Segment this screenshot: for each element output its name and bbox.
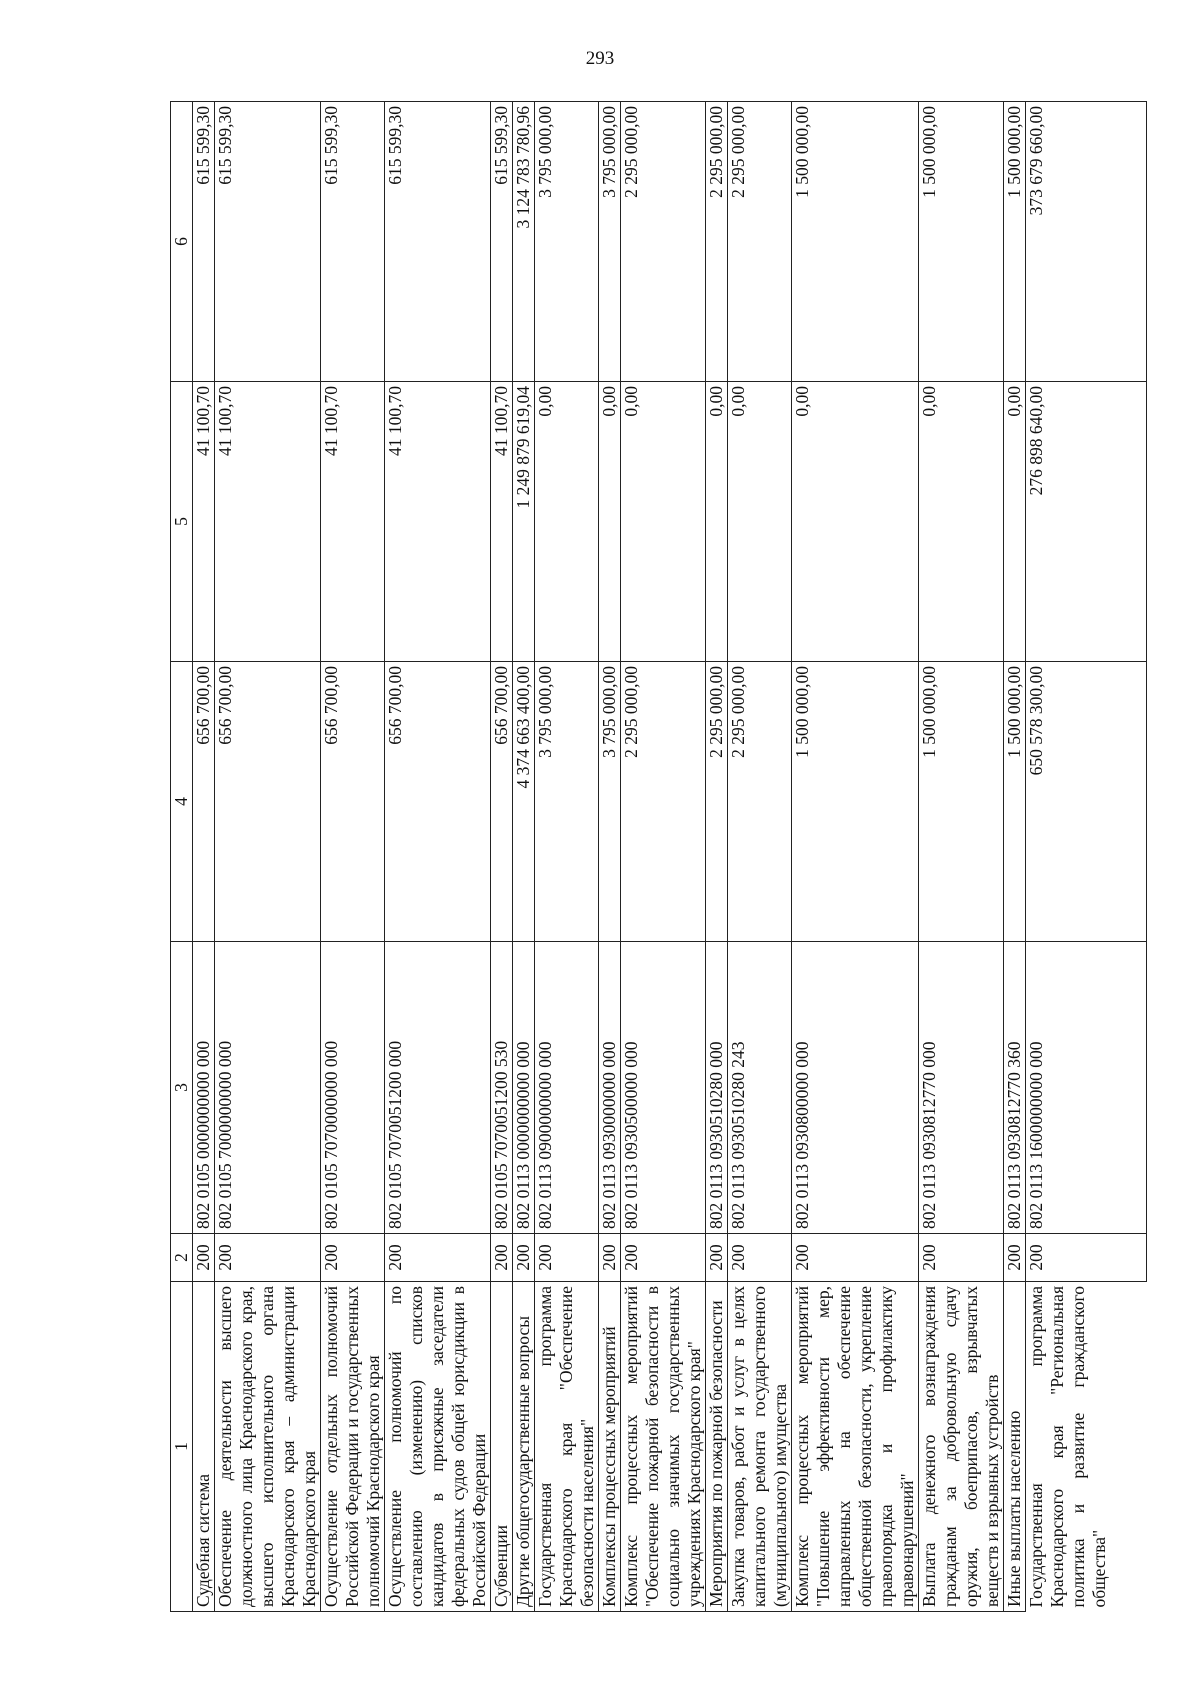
row-amount-change: 0,00 (728, 382, 792, 662)
row-classification-code: 802 0113 1600000000 000 (1026, 942, 1147, 1234)
row-name: Обеспечение деятельности высшего должностного лица Краснодарского края, высшего исполнительного органа Краснодарского края – администрации Краснодарского края (215, 1282, 321, 1612)
table-row (706, 102, 728, 1612)
row-name: Осуществление полномочий по составлению (изменению) списков кандидатов в присяжные заседатели федеральных судов общей юрисдикции в Российской Федерации (385, 1282, 491, 1612)
rotated-table-container (170, 102, 1109, 1612)
row-name: Иные выплаты населению (1004, 1282, 1026, 1612)
row-code: 200 (706, 1234, 728, 1282)
row-amount-approved: 650 578 300,00 (1026, 662, 1147, 942)
row-amount-change: 0,00 (706, 382, 728, 662)
row-amount-result: 615 599,30 (215, 102, 321, 382)
row-amount-approved: 4 374 663 400,00 (513, 662, 535, 942)
row-amount-result: 3 124 783 780,96 (513, 102, 535, 382)
row-amount-change: 0,00 (599, 382, 621, 662)
row-name: Субвенции (491, 1282, 513, 1612)
row-amount-approved: 1 500 000,00 (792, 662, 919, 942)
row-amount-result: 3 795 000,00 (599, 102, 621, 382)
table-row (193, 102, 215, 1612)
row-amount-result: 615 599,30 (491, 102, 513, 382)
table-row (1004, 102, 1026, 1612)
row-classification-code: 802 0105 7000000000 000 (215, 942, 321, 1234)
table-row (919, 102, 1004, 1612)
row-amount-change: 0,00 (621, 382, 706, 662)
row-amount-change: 41 100,70 (491, 382, 513, 662)
row-code: 200 (385, 1234, 491, 1282)
row-amount-change: 0,00 (535, 382, 599, 662)
row-code: 200 (1026, 1234, 1147, 1282)
budget-table (170, 101, 1147, 1612)
row-amount-result: 2 295 000,00 (706, 102, 728, 382)
table-row (599, 102, 621, 1612)
table-row (491, 102, 513, 1612)
header-col-2: 2 (171, 1234, 193, 1282)
row-amount-approved: 2 295 000,00 (706, 662, 728, 942)
table-body (193, 102, 1147, 1612)
row-name: Судебная система (193, 1282, 215, 1612)
table-row (1026, 102, 1147, 1612)
row-name: Другие общегосударственные вопросы (513, 1282, 535, 1612)
row-classification-code: 802 0113 0930500000 000 (621, 942, 706, 1234)
table-header (171, 102, 193, 1612)
table-row (513, 102, 535, 1612)
row-classification-code: 802 0105 7070051200 530 (491, 942, 513, 1234)
row-classification-code: 802 0113 0930510280 243 (728, 942, 792, 1234)
row-amount-result: 1 500 000,00 (919, 102, 1004, 382)
row-code: 200 (321, 1234, 385, 1282)
header-col-3: 3 (171, 942, 193, 1234)
header-col-6: 6 (171, 102, 193, 382)
table-row (385, 102, 491, 1612)
row-name: Государственная программа Краснодарского края "Региональная политика и развитие гражданского общества" (1026, 1282, 1147, 1612)
row-code: 200 (728, 1234, 792, 1282)
row-classification-code: 802 0105 7070051200 000 (385, 942, 491, 1234)
row-amount-approved: 2 295 000,00 (621, 662, 706, 942)
row-code: 200 (1004, 1234, 1026, 1282)
table-row (792, 102, 919, 1612)
table-row (215, 102, 321, 1612)
row-name: Комплекс процессных мероприятий "Обеспечение пожарной безопасности в социально значимых государственных учреждениях Краснодарского края" (621, 1282, 706, 1612)
header-col-1: 1 (171, 1282, 193, 1612)
row-amount-result: 615 599,30 (193, 102, 215, 382)
table-row (321, 102, 385, 1612)
row-name: Закупка товаров, работ и услуг в целях капитального ремонта государственного (муниципального) имущества (728, 1282, 792, 1612)
row-classification-code: 802 0105 0000000000 000 (193, 942, 215, 1234)
row-classification-code: 802 0113 0930812770 360 (1004, 942, 1026, 1234)
row-amount-approved: 656 700,00 (321, 662, 385, 942)
row-amount-result: 1 500 000,00 (1004, 102, 1026, 382)
row-classification-code: 802 0113 0000000000 000 (513, 942, 535, 1234)
row-code: 200 (535, 1234, 599, 1282)
rotated-table-area (170, 102, 1109, 1612)
row-code: 200 (491, 1234, 513, 1282)
row-amount-result: 2 295 000,00 (728, 102, 792, 382)
row-name: Мероприятия по пожарной безопасности (706, 1282, 728, 1612)
row-code: 200 (599, 1234, 621, 1282)
row-code: 200 (193, 1234, 215, 1282)
row-code: 200 (215, 1234, 321, 1282)
row-amount-approved: 3 795 000,00 (599, 662, 621, 942)
row-classification-code: 802 0113 0930800000 000 (792, 942, 919, 1234)
table-row (535, 102, 599, 1612)
row-code: 200 (513, 1234, 535, 1282)
row-amount-result: 615 599,30 (321, 102, 385, 382)
header-row (171, 102, 193, 1612)
row-name: Государственная программа Краснодарского края "Обеспечение безопасности населения" (535, 1282, 599, 1612)
row-amount-result: 1 500 000,00 (792, 102, 919, 382)
row-amount-approved: 2 295 000,00 (728, 662, 792, 942)
row-name: Выплата денежного вознаграждения гражданам за добровольную сдачу оружия, боеприпасов, взрывчатых веществ и взрывных устройств (919, 1282, 1004, 1612)
row-classification-code: 802 0113 0930000000 000 (599, 942, 621, 1234)
row-amount-change: 41 100,70 (321, 382, 385, 662)
row-code: 200 (792, 1234, 919, 1282)
row-amount-result: 615 599,30 (385, 102, 491, 382)
row-amount-change: 41 100,70 (215, 382, 321, 662)
row-code: 200 (621, 1234, 706, 1282)
row-amount-approved: 656 700,00 (385, 662, 491, 942)
row-name: Комплексы процессных мероприятий (599, 1282, 621, 1612)
row-amount-approved: 3 795 000,00 (535, 662, 599, 942)
header-col-4: 4 (171, 662, 193, 942)
page-number: 293 (585, 48, 615, 69)
row-amount-change: 41 100,70 (193, 382, 215, 662)
row-amount-change: 0,00 (792, 382, 919, 662)
row-amount-change: 0,00 (1004, 382, 1026, 662)
row-amount-change: 41 100,70 (385, 382, 491, 662)
row-amount-change: 1 249 879 619,04 (513, 382, 535, 662)
row-amount-result: 3 795 000,00 (535, 102, 599, 382)
row-amount-approved: 1 500 000,00 (919, 662, 1004, 942)
row-amount-approved: 656 700,00 (491, 662, 513, 942)
table-row (621, 102, 706, 1612)
row-classification-code: 802 0113 0930812770 000 (919, 942, 1004, 1234)
row-amount-approved: 656 700,00 (215, 662, 321, 942)
table-row (728, 102, 792, 1612)
header-col-5: 5 (171, 382, 193, 662)
row-code: 200 (919, 1234, 1004, 1282)
row-amount-change: 0,00 (919, 382, 1004, 662)
row-amount-approved: 1 500 000,00 (1004, 662, 1026, 942)
row-amount-change: 276 898 640,00 (1026, 382, 1147, 662)
row-name: Комплекс процессных мероприятий "Повышение эффективности мер, направленных на обеспечение общественной безопасности, укрепление правопорядка и профилактику правонарушений" (792, 1282, 919, 1612)
row-amount-approved: 656 700,00 (193, 662, 215, 942)
row-classification-code: 802 0105 7070000000 000 (321, 942, 385, 1234)
row-amount-result: 373 679 660,00 (1026, 102, 1147, 382)
row-classification-code: 802 0113 0930510280 000 (706, 942, 728, 1234)
row-amount-result: 2 295 000,00 (621, 102, 706, 382)
row-classification-code: 802 0113 0900000000 000 (535, 942, 599, 1234)
row-name: Осуществление отдельных полномочий Российской Федерации и государственных полномочий Краснодарского края (321, 1282, 385, 1612)
